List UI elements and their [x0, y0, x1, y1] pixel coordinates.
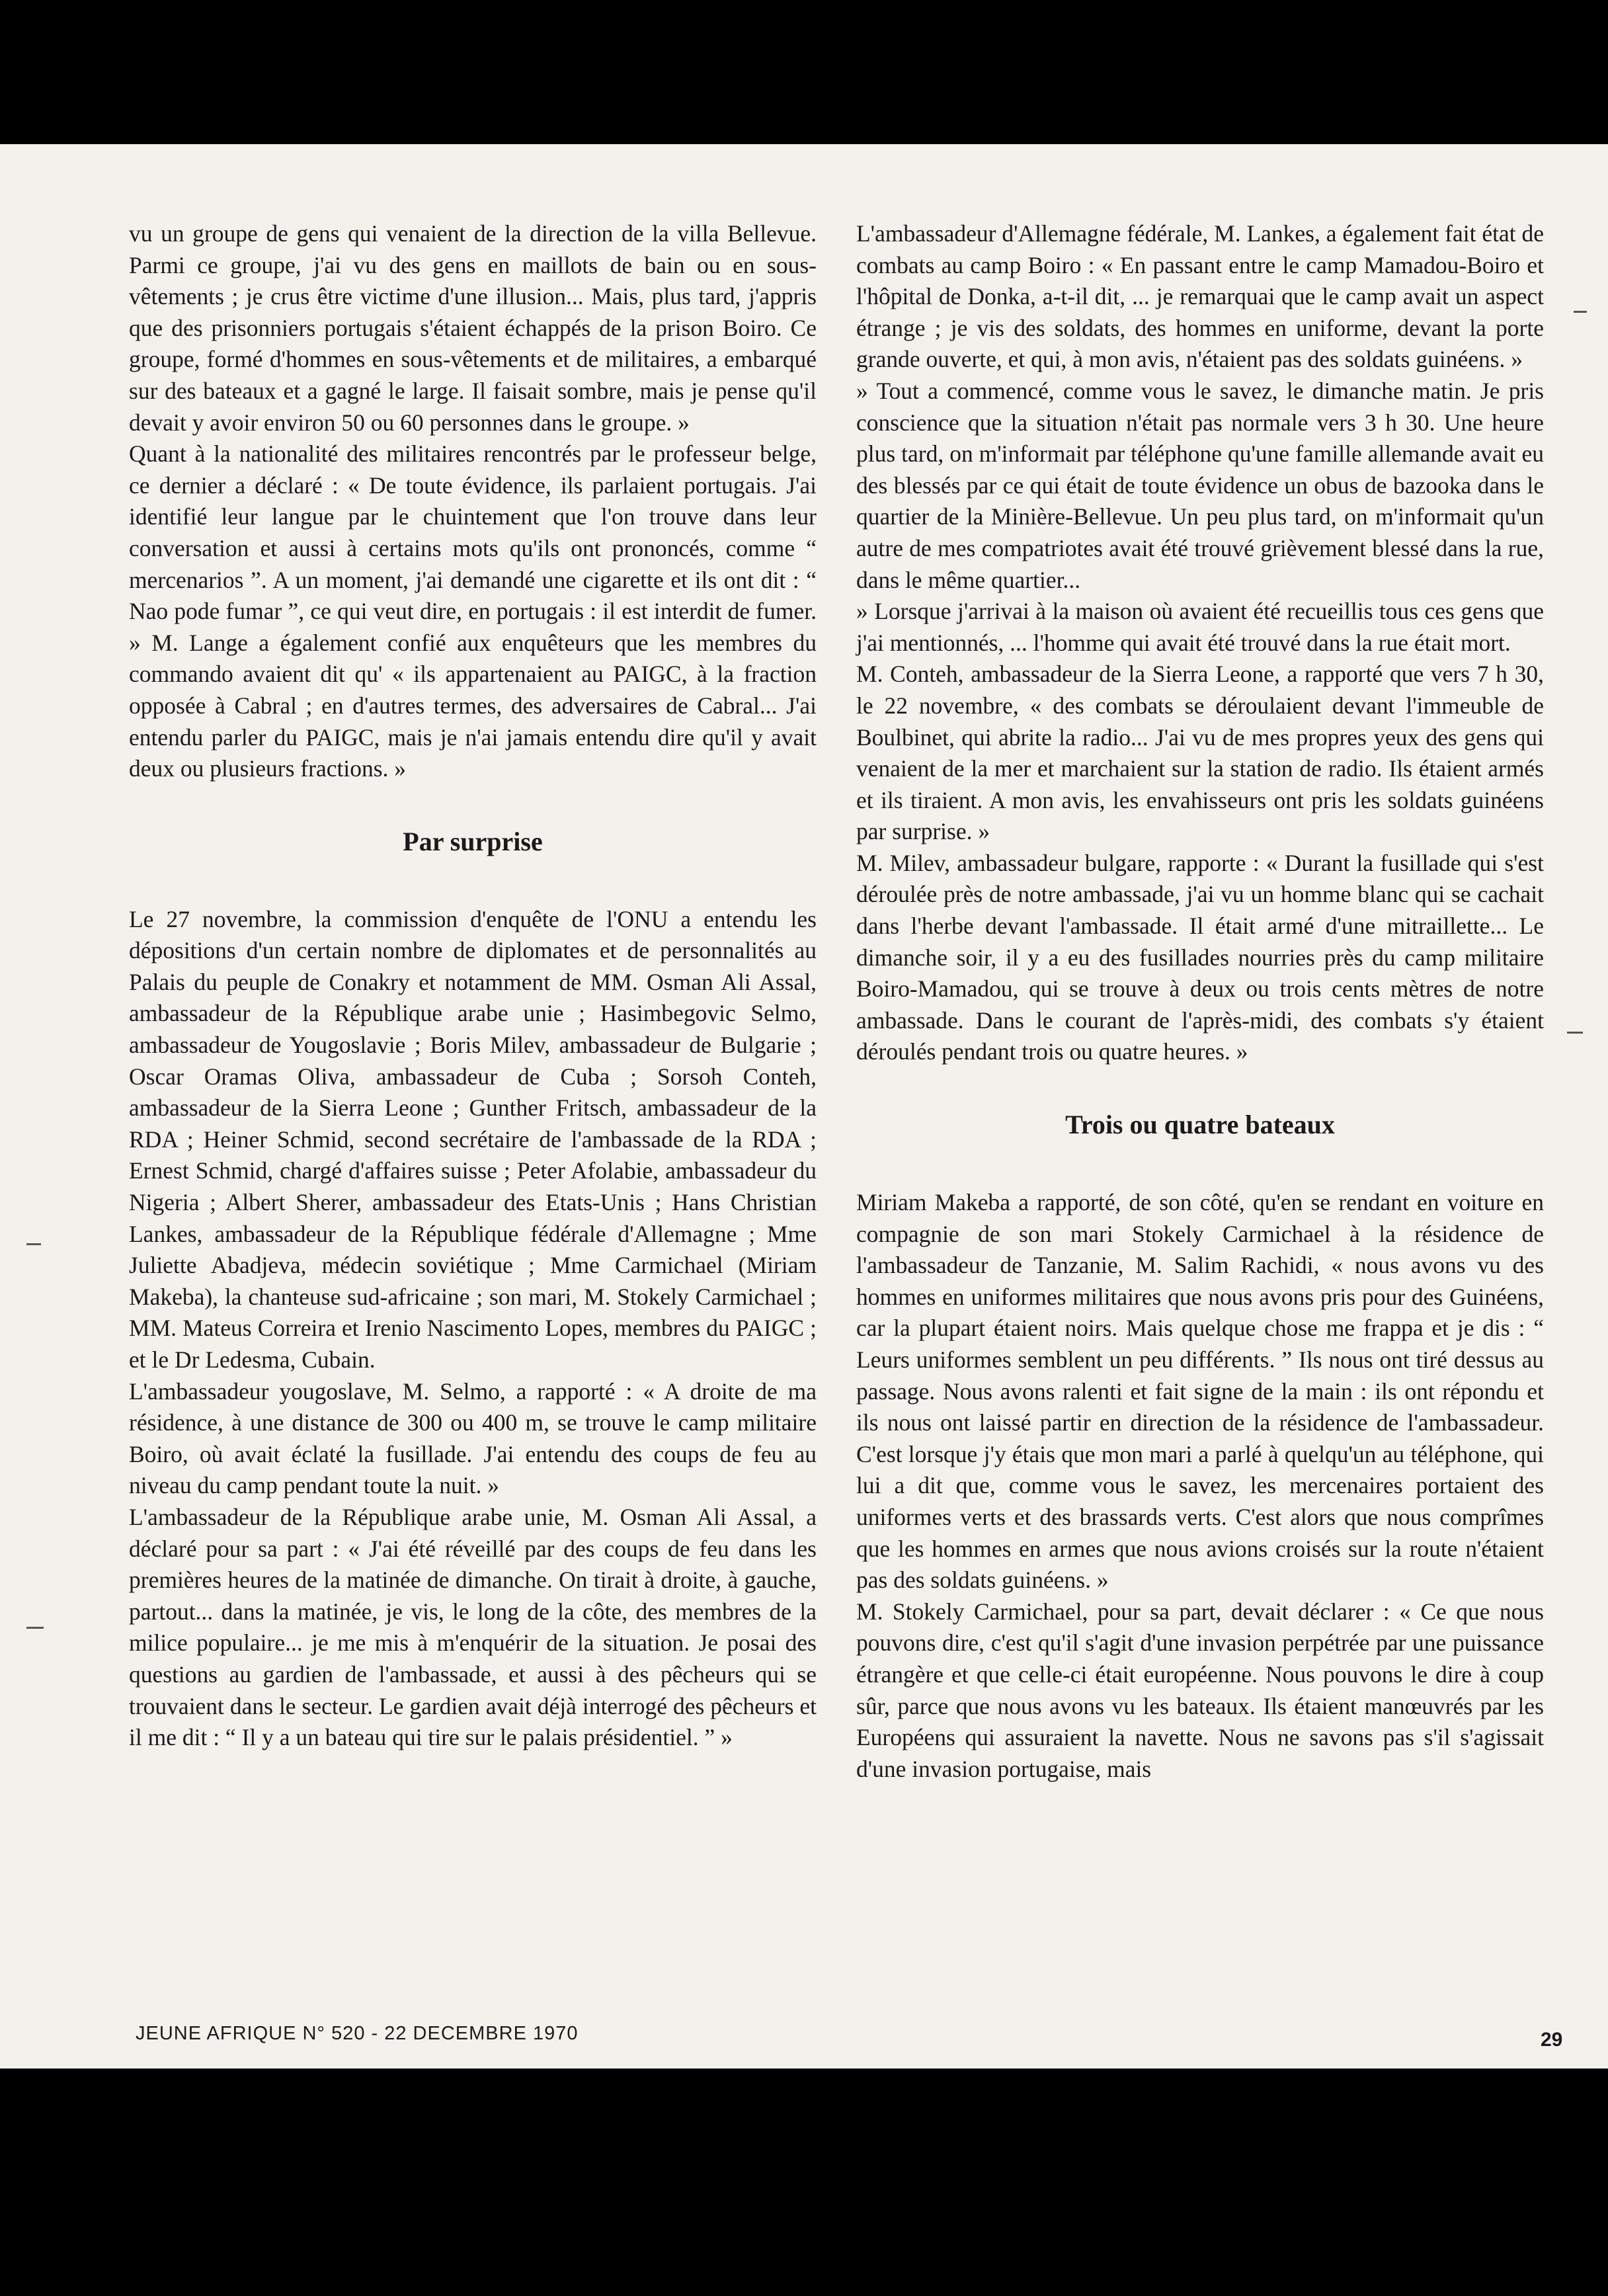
- paragraph: L'ambassadeur yougoslave, M. Selmo, a rapporté : « A droite de ma résidence, à une distance de 300 ou 400 m, se trouve le camp militaire Boiro, où avait éclaté la fusillade. J'ai entendu des coups de feu au niveau du camp pendant toute la nuit. »: [129, 1377, 817, 1499]
- scan-mark: [26, 1243, 41, 1245]
- right-column: [856, 218, 1544, 1785]
- paragraph: Le 27 novembre, la commission d'enquête de l'ONU a entendu les dépositions d'un certain nombre de diplomates et de personnalités au Palais du peuple de Conakry et notamment de MM. Osman Ali Assal, ambassadeur de la République arabe unie ; Hasimbegovic Selmo, ambassadeur de Yougoslavie ; Boris Milev, ambassadeur de Bulgarie ; Oscar Oramas Oliva, ambassadeur de Cuba ; Sorsoh Conteh, ambassadeur de la Sierra Leone ; Gunther Fritsch, ambassadeur de la RDA ; Heiner Schmid, second secrétaire de l'ambassade de la RDA ; Ernest Schmid, chargé d'affaires suisse ; Peter Afolabie, ambassadeur du Nigeria ; Albert Sherer, ambassadeur des Etats-Unis ; Hans Christian Lankes, ambassadeur de la République fédérale d'Allemagne ; Mme Juliette Abadjeva, médecin soviétique ; Mme Carmichael (Miriam Makeba), la chanteuse sud-africaine ; son mari, M. Stokely Carmichael ; MM. Mateus Correira et Irenio Nascimento Lopes, membres du PAIGC ; et le Dr Ledesma, Cubain.: [129, 905, 817, 1373]
- scan-mark: [1574, 311, 1587, 313]
- paragraph: vu un groupe de gens qui venaient de la direction de la villa Bellevue. Parmi ce groupe, j'ai vu des gens en maillots de bain ou en sous-vêtements ; je crus être victime d'une illusion... Mais, plus tard, j'appris que des prisonniers portugais s'étaient échappés de la prison Boiro. Ce groupe, formé d'hommes en sous-vêtements et de militaires, a embarqué sur des bateaux et a gagné le large. Il faisait sombre, mais je pense qu'il devait y avoir environ 50 ou 60 personnes dans le groupe. »: [129, 220, 817, 436]
- paragraph: M. Milev, ambassadeur bulgare, rapporte : « Durant la fusillade qui s'est déroulée près de notre ambassade, j'ai vu un homme blanc qui se cachait dans l'herbe devant l'ambassade. Il était armé d'une mitraillette... Le dimanche soir, il y a eu des fusillades nourries près du camp militaire Boiro-Mamadou, qui se trouve à deux ou trois cents mètres de notre ambassade. Dans le courant de l'après-midi, des combats s'y étaient déroulés pendant trois ou quatre heures. »: [856, 849, 1544, 1065]
- paragraph: » Lorsque j'arrivai à la maison où avaient été recueillis tous ces gens que j'ai mentionnés, ... l'homme qui avait été trouvé dans la rue était mort.: [856, 598, 1544, 656]
- paragraph: M. Conteh, ambassadeur de la Sierra Leone, a rapporté que vers 7 h 30, le 22 novembre, « des combats se déroulaient devant l'immeuble de Boulbinet, qui abrite la radio... J'ai vu de mes propres yeux des gens qui venaient de la mer et marchaient sur la station de radio. Ils étaient armés et ils tiraient. A mon avis, les envahisseurs ont pris les soldats guinéens par surprise. »: [856, 661, 1544, 845]
- paragraph: L'ambassadeur de la République arabe unie, M. Osman Ali Assal, a déclaré pour sa part : « J'ai été réveillé par des coups de feu dans les premières heures de la matinée de dimanche. On tirait à droite, à gauche, partout... dans la matinée, je vis, le long de la côte, des membres de la milice populaire... je me mis à m'enquérir de la situation. Je posai des questions au gardien de l'ambassade, et aussi à des pêcheurs qui se trouvaient dans le secteur. Le gardien avait déjà interrogé des pêcheurs et il me dit : “ Il y a un bateau qui tire sur le palais présidentiel. ” »: [129, 1503, 817, 1751]
- paragraph: Quant à la nationalité des militaires rencontrés par le professeur belge, ce dernier a déclaré : « De toute évidence, ils parlaient portugais. J'ai identifié leur langue par le chuintement que l'on trouve dans leur conversation et aussi à certains mots qu'ils ont prononcés, comme “ mercenarios ”. A un moment, j'ai demandé une cigarette et ils ont dit : “ Nao pode fumar ”, ce qui veut dire, en portugais : il est interdit de fumer. » M. Lange a également confié aux enquêteurs que les membres du commando avaient dit qu' « ils appartenaient au PAIGC, à la fraction opposée à Cabral ; en d'autres termes, des adversaires de Cabral... J'ai entendu parler du PAIGC, mais je n'ai jamais entendu dire qu'il y avait deux ou plusieurs fractions. »: [129, 440, 817, 782]
- section-heading: Trois ou quatre bateaux: [1065, 1110, 1335, 1140]
- paragraph: M. Stokely Carmichael, pour sa part, devait déclarer : « Ce que nous pouvons dire, c'est qu'il s'agit d'une invasion perpétrée par une puissance étrangère et que celle-ci était européenne. Nous pouvons le dire à coup sûr, parce que nous avons vu les bateaux. Ils étaient manœuvrés par les Européens qui assuraient la navette. Nous ne savons pas s'il s'agissait d'une invasion portugaise, mais: [856, 1598, 1544, 1782]
- scan-mark: [1567, 1032, 1583, 1034]
- paragraph: Miriam Makeba a rapporté, de son côté, qu'en se rendant en voiture en compagnie de son mari Stokely Carmichael à la résidence de l'ambassadeur de Tanzanie, M. Salim Rachidi, « nous avons vu des hommes en uniformes militaires que nous avons pris pour des Guinéens, car la plupart étaient noirs. Mais quelque chose me frappa et je dis : “ Leurs uniformes semblent un peu différents. ” Ils nous ont tiré dessus au passage. Nous avons ralenti et fait signe de la main : ils ont répondu et ils nous ont laissé partir en direction de la résidence de l'ambassadeur. C'est lorsque j'y étais que mon mari a parlé à quelqu'un au téléphone, qui lui a dit que, comme vous le savez, les mercenaires portaient des uniformes verts et des brassards verts. C'est alors que nous comprîmes que les hommes en armes que nous avions croisés sur la route n'étaient pas des soldats guinéens. »: [856, 1189, 1544, 1594]
- scan-mark: [26, 1627, 44, 1629]
- scan-border: [0, 2069, 1608, 2296]
- page-number: 29: [1541, 2029, 1563, 2051]
- paragraph: L'ambassadeur d'Allemagne fédérale, M. Lankes, a également fait état de combats au camp Boiro : « En passant entre le camp Mamadou-Boiro et l'hôpital de Donka, a-t-il dit, ... je remarquai que le camp avait un aspect étrange ; je vis des soldats, des hommes en uniforme, devant la porte grande ouverte, et qui, à mon avis, n'étaient pas des soldats guinéens. »: [856, 220, 1544, 373]
- publication-footer: JEUNE AFRIQUE N° 520 - 22 DECEMBRE 1970: [136, 2023, 579, 2044]
- section-heading: Par surprise: [403, 826, 543, 856]
- left-column: [129, 218, 817, 1754]
- paragraph: » Tout a commencé, comme vous le savez, le dimanche matin. Je pris conscience que la situation n'était pas normale vers 3 h 30. Une heure plus tard, on m'informait par téléphone qu'une famille allemande avait eu des blessés par ce qui était de toute évidence un obus de bazooka dans le quartier de la Minière-Bellevue. Un peu plus tard, on m'informait qu'un autre de mes compatriotes avait été trouvé grièvement blessé dans la rue, dans le même quartier...: [856, 377, 1544, 593]
